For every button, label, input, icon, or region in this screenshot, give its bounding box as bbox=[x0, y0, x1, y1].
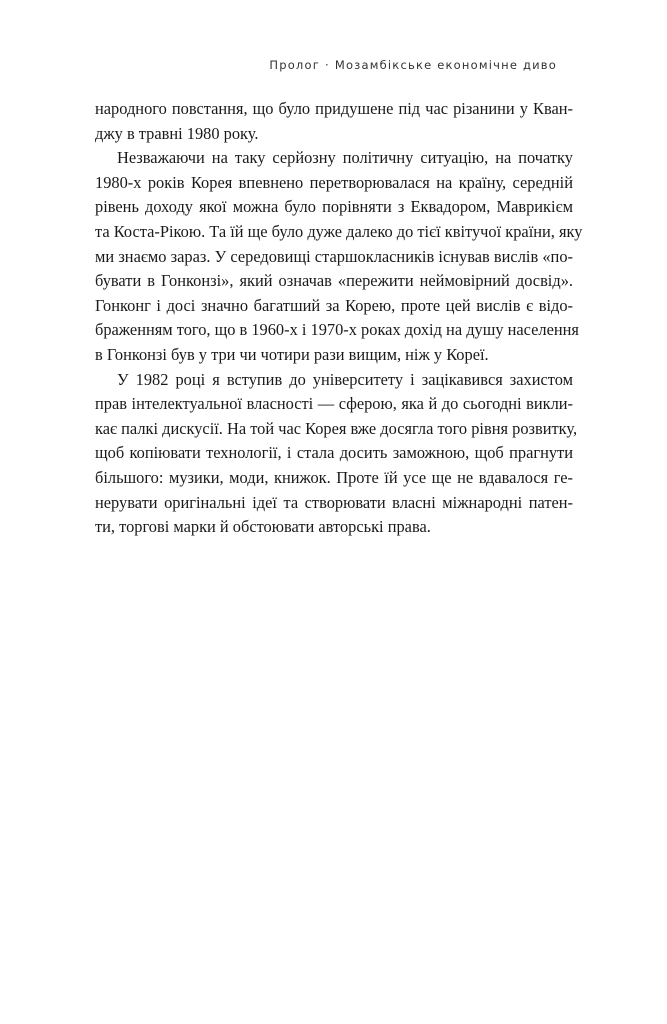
header-separator: · bbox=[324, 58, 330, 72]
header-chapter-title: Мозамбікське економічне диво bbox=[334, 58, 557, 72]
text-line: джу в травні 1980 року. bbox=[95, 123, 259, 143]
text-line: Гонконг і досі значно багатший за Корею, проте цей вислів є відо- bbox=[95, 295, 573, 315]
text-line: рівень доходу якої можна було порівняти з Еквадором, Маврикієм bbox=[95, 197, 573, 217]
text-line: 1980-х років Корея впевнено перетворювалася на країну, середній bbox=[95, 172, 573, 192]
header-section-title: Пролог bbox=[269, 58, 320, 72]
running-header bbox=[269, 58, 557, 72]
text-line: більшого: музики, моди, книжок. Проте їй усе ще не вдавалося ге- bbox=[95, 467, 573, 487]
body-text bbox=[95, 97, 583, 540]
paragraph-3 bbox=[95, 368, 578, 540]
text-line: прав інтелектуальної власності — сферою, яка й до сьогодні викли- bbox=[95, 394, 573, 414]
text-line: кає палкі дискусії. На той час Корея вже досягла того рівня розвитку, bbox=[95, 418, 578, 438]
text-line: в Гонконзі був у три чи чотири рази вищим, ніж у Кореї. bbox=[95, 344, 489, 364]
text-line: ти, торгові марки й обстоювати авторські права. bbox=[95, 517, 431, 537]
text-line: Незважаючи на таку серйозну політичну ситуацію, на початку bbox=[117, 148, 573, 168]
text-line: ми знаємо зараз. У середовищі старшокласників існував вислів «по- bbox=[95, 246, 573, 266]
text-line: нерувати оригінальні ідеї та створювати власні міжнародні патен- bbox=[95, 492, 573, 512]
text-line: народного повстання, що було придушене під час різанини у Кван- bbox=[95, 99, 573, 118]
paragraph-1 bbox=[95, 97, 573, 146]
text-line: бувати в Гонконзі», який означав «пережити неймовірний досвід». bbox=[95, 271, 573, 291]
paragraph-2 bbox=[95, 146, 583, 367]
text-line: та Коста-Рікою. Та їй ще було дуже далеко до тієї квітучої країни, яку bbox=[95, 221, 583, 241]
text-line: браженням того, що в 1960-х і 1970-х роках дохід на душу населення bbox=[95, 320, 579, 340]
text-line: У 1982 році я вступив до університету і зацікавився захистом bbox=[117, 369, 573, 389]
text-line: щоб копіювати технології, і стала досить заможною, щоб прагнути bbox=[95, 443, 573, 463]
